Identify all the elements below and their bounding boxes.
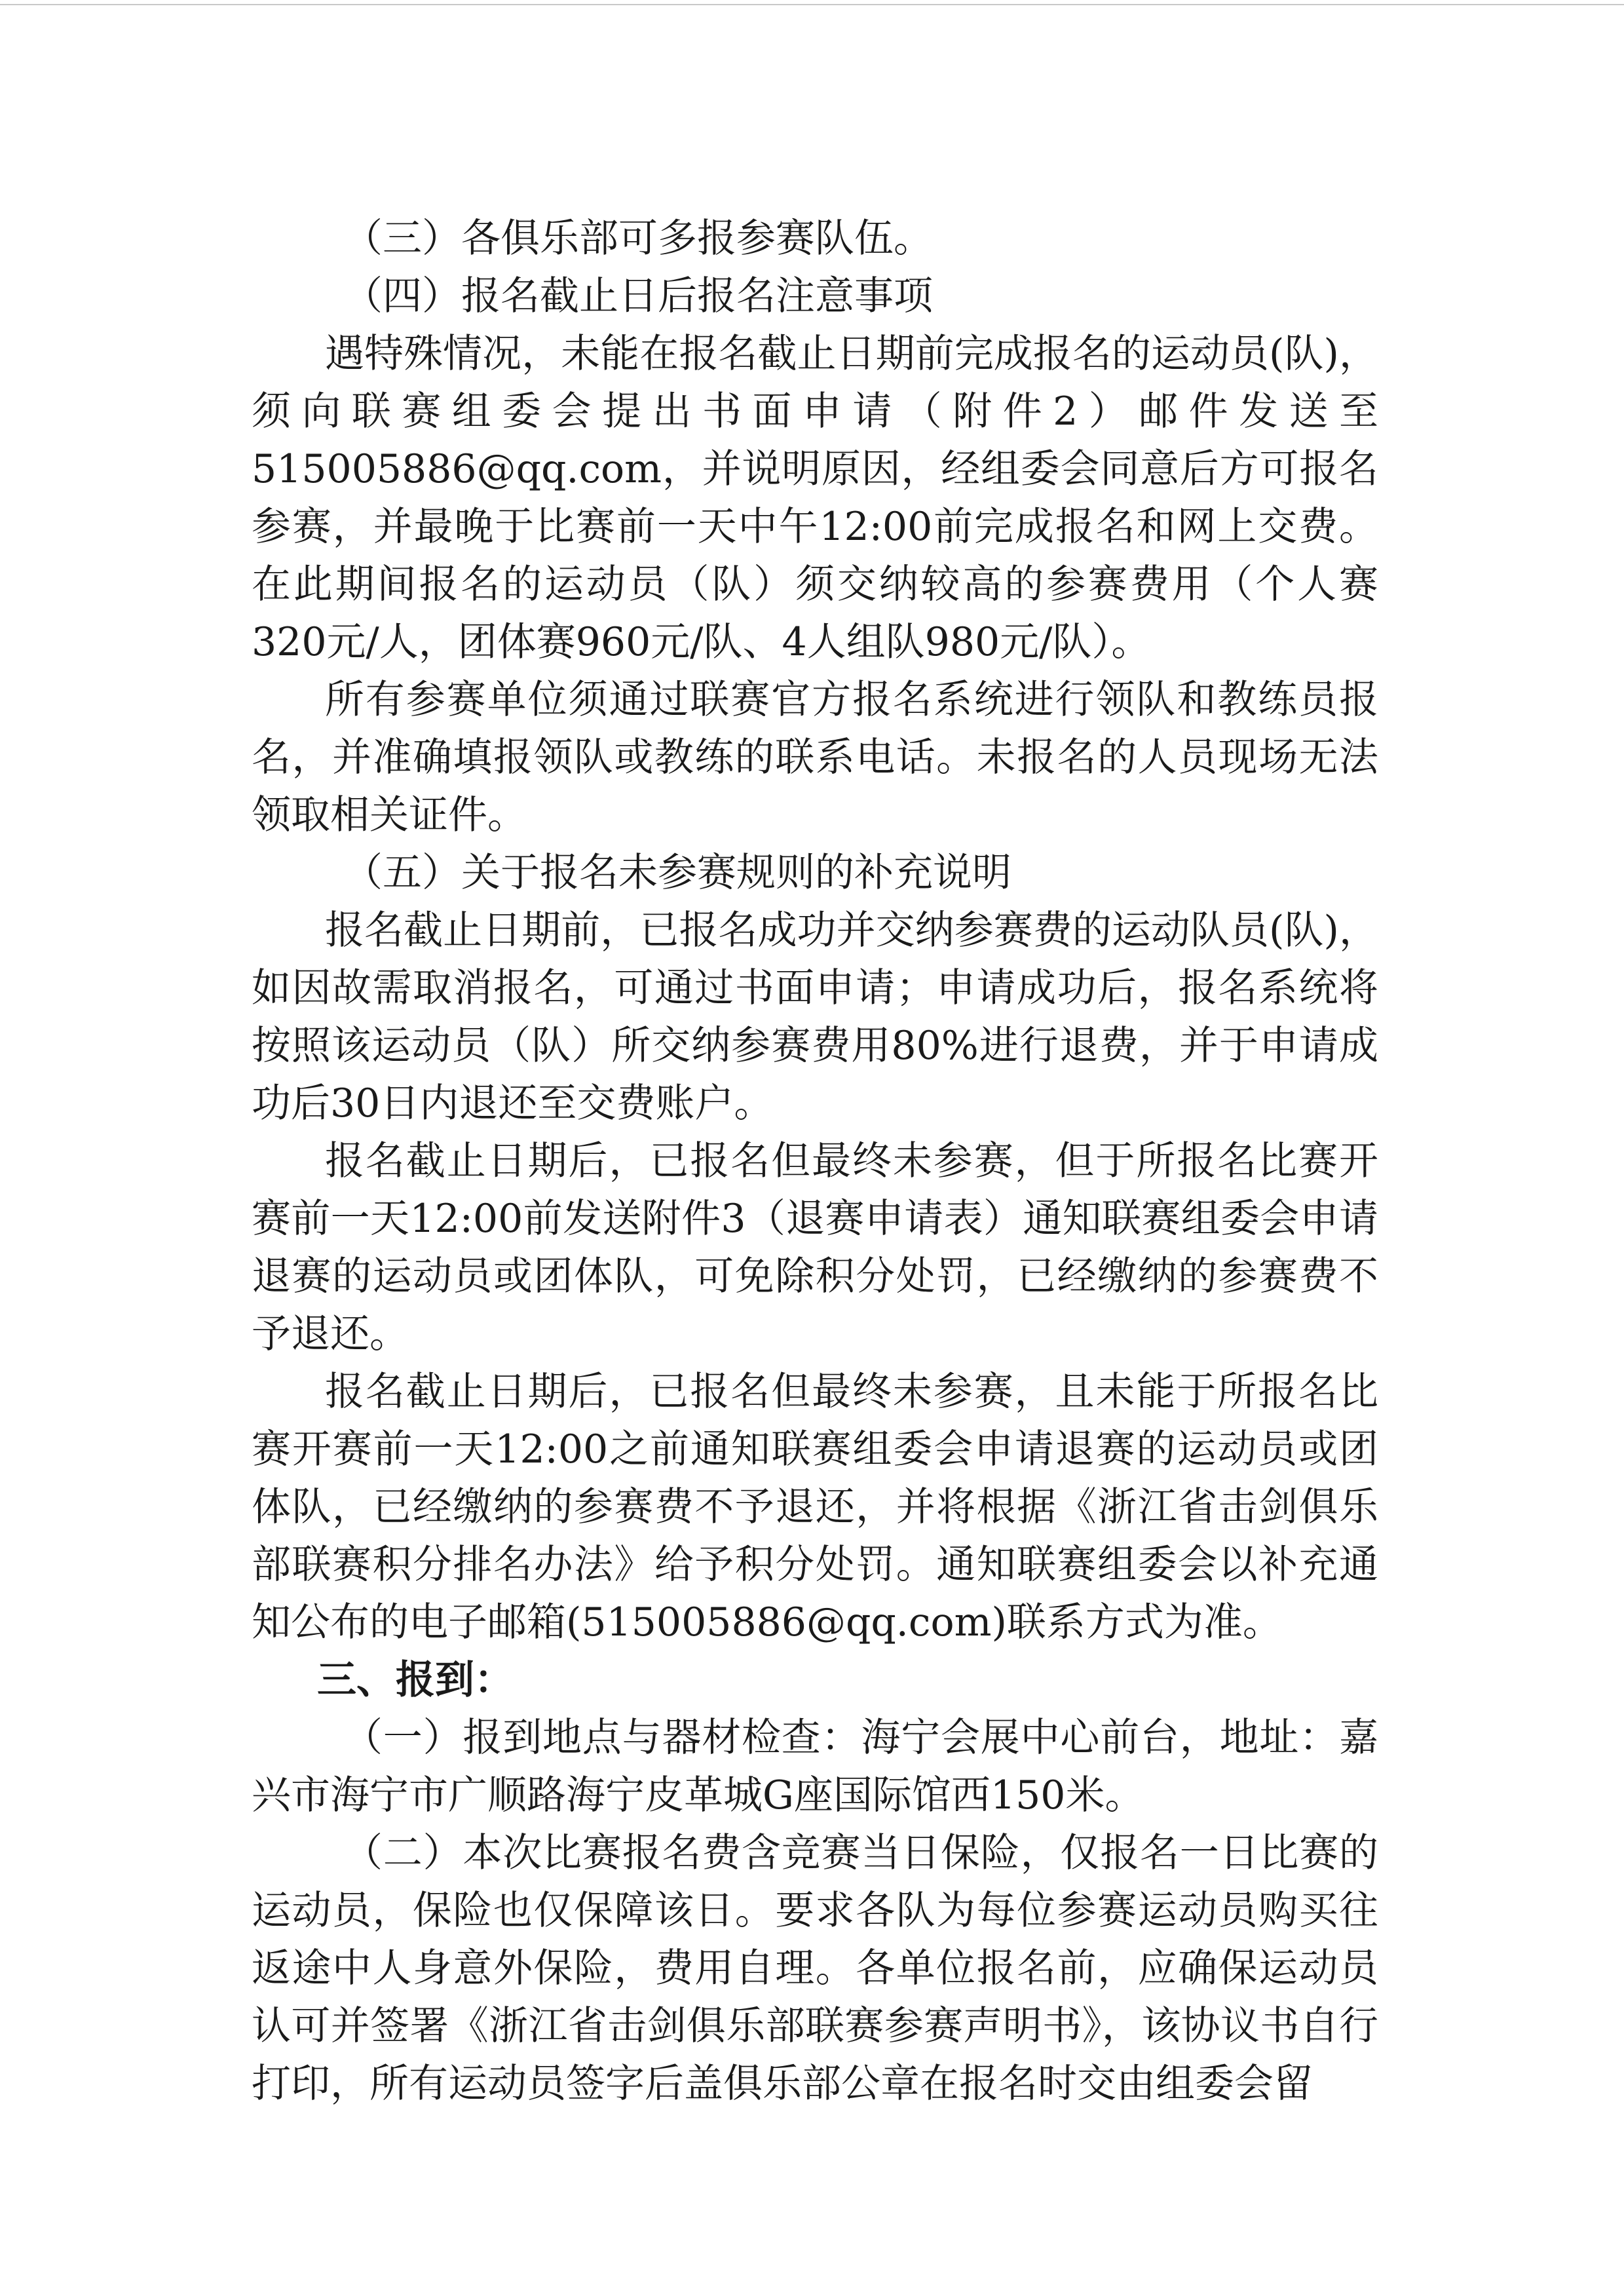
item-multiple-teams: （三）各俱乐部可多报参赛队伍。 [343,216,933,261]
item-check-in-location: （一）报到地点与器材检查：海宁会展中心前台，地址：嘉兴市海宁市广顺路海宁皮革城G座国际馆西150米。 [252,1715,1378,1818]
section-heading-check-in: 三、报到： [317,1657,514,1703]
item-late-registration-title: （四）报名截止日后报名注意事项 [343,273,933,319]
paragraph-no-show-penalty: 报名截止日期后，已报名但最终未参赛，且未能于所报名比赛开赛前一天12:00之前通知联赛组委会申请退赛的运动员或团体队，已经缴纳的参赛费不予退还，并将根据《浙江省击剑俱乐部联赛积分排名办法》给予积分处罚。通知联赛组委会以补充通知公布的电子邮箱(515005886@qq.com)联系方式为准。 [252,1369,1378,1645]
paragraph-cancellation-refund: 报名截止日期前，已报名成功并交纳参赛费的运动队员(队)，如因故需取消报名，可通过书面申请；申请成功后，报名系统将按照该运动员（队）所交纳参赛费用80%进行退费，并于申请成功后30日内退还至交费账户。 [252,908,1378,1126]
document-body [252,210,1378,2113]
paragraph-late-registration: 遇特殊情况，未能在报名截止日期前完成报名的运动员(队)，须向联赛组委会提出书面申请（附件2）邮件发送至515005886@qq.com，并说明原因，经组委会同意后方可报名参赛，并最晚于比赛前一天中午12:00前完成报名和网上交费。在此期间报名的运动员（队）须交纳较高的参赛费用（个人赛320元/人，团体赛960元/队、4人组队980元/队）。 [252,331,1378,665]
paragraph-withdrawal-exemption: 报名截止日期后，已报名但最终未参赛，但于所报名比赛开赛前一天12:00前发送附件3（退赛申请表）通知联赛组委会申请退赛的运动员或团体队，可免除积分处罚，已经缴纳的参赛费不予退还。 [252,1138,1378,1357]
paragraph-leader-registration: 所有参赛单位须通过联赛官方报名系统进行领队和教练员报名，并准确填报领队或教练的联系电话。未报名的人员现场无法领取相关证件。 [252,677,1378,838]
scan-top-edge [0,4,1624,5]
item-insurance: （二）本次比赛报名费含竞赛当日保险，仅报名一日比赛的运动员，保险也仅保障该日。要求各队为每位参赛运动员购买往返途中人身意外保险，费用自理。各单位报名前，应确保运动员认可并签署《浙江省击剑俱乐部联赛参赛声明书》，该协议书自行打印，所有运动员签字后盖俱乐部公章在报名时交由组委会留 [252,1830,1378,2107]
item-no-show-rules-title: （五）关于报名未参赛规则的补充说明 [343,850,1011,896]
